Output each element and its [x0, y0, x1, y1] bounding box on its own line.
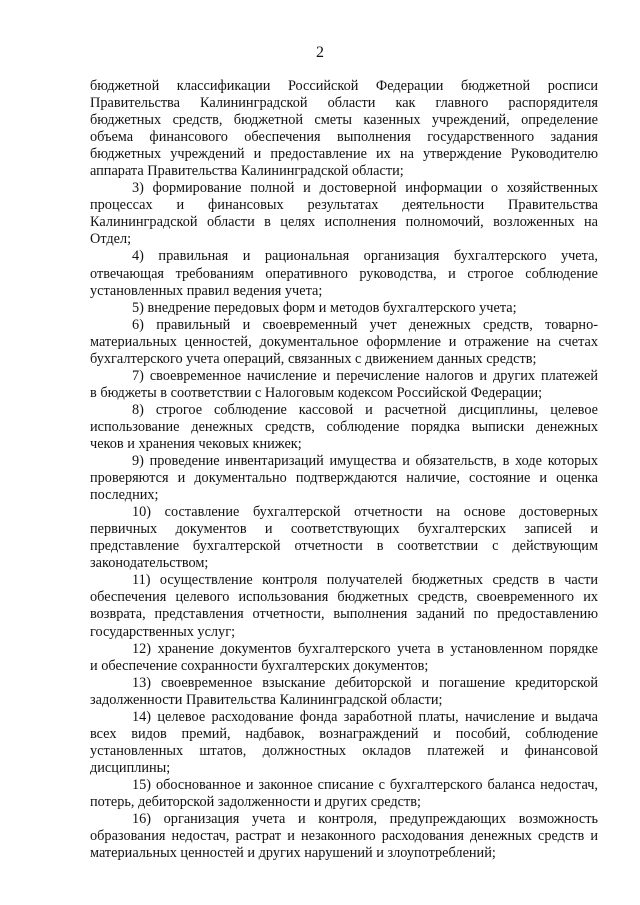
text-line: установленных штатов, должностных окладов платежей и финансовой: [90, 742, 598, 759]
text-line: возврата, представления отчетности, выполнения заданий по предоставлению: [90, 606, 598, 623]
text-line: 9) проведение инвентаризаций имущества и обязательств, в ходе которых: [132, 453, 598, 470]
text-line: материальных ценностей, документальное оформление и отражение на счетах: [90, 333, 598, 350]
text-line: законодательством;: [90, 555, 209, 572]
text-line: Правительства Калининградской области как главного распорядителя: [90, 95, 598, 112]
text-line: бюджетной классификации Российской Федерации бюджетной росписи: [90, 78, 598, 94]
text-line: представление бухгалтерской отчетности в соответствии с действующим: [90, 538, 598, 555]
text-line: проверяются и документально подтверждаются наличие, состояние и оценка: [90, 470, 598, 487]
text-line: 7) своевременное начисление и перечисление налогов и других платежей: [132, 367, 598, 384]
text-line: 14) целевое расходование фонда заработной платы, начисление и выдача: [132, 708, 598, 725]
page-number: 2: [316, 44, 324, 61]
text-line: объема финансового обеспечения выполнения государственного задания: [90, 129, 598, 146]
text-line: первичных документов и соответствующих бухгалтерских записей и: [90, 521, 598, 538]
document-body: [90, 78, 598, 862]
text-line: процессах и финансовых результатах деятельности Правительства: [90, 197, 598, 214]
text-line: 8) строгое соблюдение кассовой и расчетной дисциплины, целевое: [132, 401, 598, 418]
text-line: и обеспечение сохранности бухгалтерских документов;: [90, 657, 429, 674]
text-line: 15) обоснованное и законное списание с бухгалтерского баланса недостач,: [132, 776, 598, 793]
text-line: бюджетных средств, бюджетной сметы казенных учреждений, определение: [90, 112, 598, 129]
text-line: аппарата Правительства Калининградской области;: [90, 163, 404, 180]
text-line: в бюджеты в соответствии с Налоговым кодексом Российской Федерации;: [90, 384, 543, 401]
text-line: чеков и хранения чековых книжек;: [90, 435, 302, 452]
text-line: потерь, дебиторской задолженности и других средств;: [90, 793, 421, 810]
text-line: материальных ценностей и других нарушений и злоупотреблений;: [90, 845, 496, 862]
text-line: задолженности Правительства Калининградской области;: [90, 691, 443, 708]
text-line: 16) организация учета и контроля, предупреждающих возможность: [132, 811, 598, 828]
text-line: последних;: [90, 487, 159, 504]
text-line: обеспечения целевого использования бюджетных средств, своевременного их: [90, 589, 598, 606]
text-line: бухгалтерского учета операций, связанных с движением данных средств;: [90, 350, 537, 367]
text-line: всех видов премий, надбавок, вознаграждений и пособий, соблюдение: [90, 725, 598, 742]
text-line: 12) хранение документов бухгалтерского учета в установленном порядке: [132, 640, 598, 657]
text-line: 11) осуществление контроля получателей бюджетных средств в части: [132, 572, 598, 589]
text-line: 13) своевременное взыскание дебиторской и погашение кредиторской: [132, 674, 598, 691]
text-line: Отдел;: [90, 231, 132, 248]
text-line: дисциплины;: [90, 759, 171, 776]
text-line: 4) правильная и рациональная организация бухгалтерского учета,: [132, 248, 598, 265]
text-line: 10) составление бухгалтерской отчетности на основе достоверных: [132, 504, 598, 521]
text-line: 5) внедрение передовых форм и методов бухгалтерского учета;: [132, 299, 517, 316]
text-line: использование денежных средств, соблюдение порядка выписки денежных: [90, 418, 598, 435]
text-line: 6) правильный и своевременный учет денежных средств, товарно-: [132, 316, 598, 333]
text-line: бюджетных учреждений и предоставление их на утверждение Руководителю: [90, 146, 598, 163]
text-line: 3) формирование полной и достоверной информации о хозяйственных: [132, 180, 598, 197]
text-line: отвечающая требованиям оперативного руководства, и строгое соблюдение: [90, 265, 598, 282]
text-line: Калининградской области в целях исполнения полномочий, возложенных на: [90, 214, 598, 231]
text-line: государственных услуг;: [90, 623, 236, 640]
text-line: образования недостач, растрат и незаконного расходования денежных средств и: [90, 828, 598, 845]
text-line: установленных правил ведения учета;: [90, 282, 323, 299]
